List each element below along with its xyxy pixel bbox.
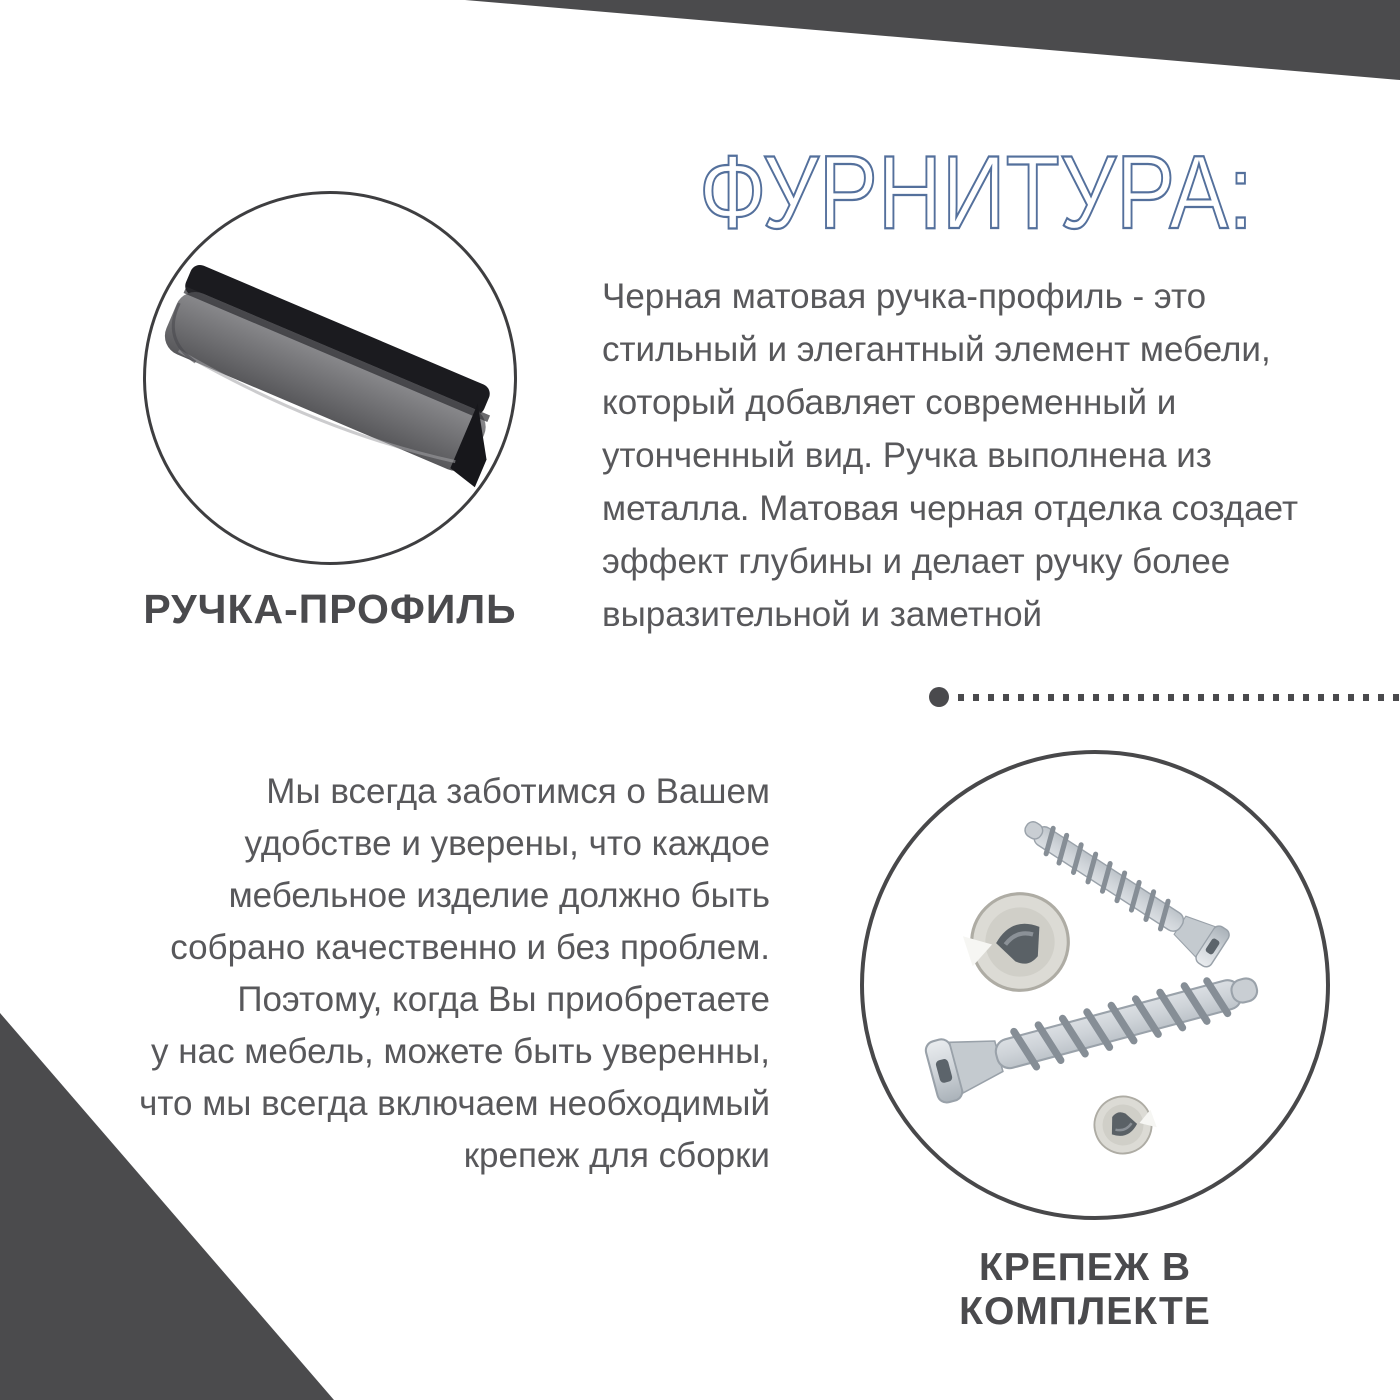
divider-dot: [929, 687, 949, 707]
text-line: выразительной и заметной: [602, 595, 1043, 634]
fasteners-photo: [864, 754, 1326, 1216]
hardware-photo-circle: [860, 750, 1330, 1220]
hardware-description: [100, 766, 770, 1182]
text-line: Черная матовая ручка-профиль - это: [602, 277, 1207, 316]
handle-photo-circle: [143, 191, 517, 565]
dotted-divider: [929, 683, 1400, 711]
page-title: [640, 112, 1340, 252]
text-line: удобстве и уверены, что каждое: [244, 824, 770, 863]
text-line: крепеж для сборки: [463, 1136, 770, 1175]
text-line: который добавляет современный и: [602, 383, 1177, 422]
text-line: эффект глубины и делает ручку более: [602, 542, 1231, 581]
page-title-text: ФУРНИТУРА:: [699, 135, 1253, 251]
decor-top-wedge: [0, 0, 1400, 80]
text-line: металла. Матовая черная отделка создает: [602, 489, 1299, 528]
text-line: Поэтому, когда Вы приобретаете: [237, 980, 770, 1019]
text-line: Мы всегда заботимся о Вашем: [266, 772, 770, 811]
text-line: стильный и элегантный элемент мебели,: [602, 330, 1271, 369]
handle-photo: [146, 194, 514, 562]
text-line: утонченный вид. Ручка выполнена из: [602, 436, 1212, 475]
text-line: у нас мебель, можете быть уверенны,: [151, 1032, 770, 1071]
text-line: собрано качественно и без проблем.: [170, 928, 770, 967]
handle-description: [602, 270, 1308, 641]
text-line: мебельное изделие должно быть: [228, 876, 770, 915]
divider-dotted-line: [958, 694, 1400, 701]
hardware-label: КРЕПЕЖ В КОМПЛЕКТЕ: [959, 1246, 1211, 1333]
text-line: что мы всегда включаем необходимый: [139, 1084, 770, 1123]
handle-label: РУЧКА-ПРОФИЛЬ: [143, 586, 517, 632]
